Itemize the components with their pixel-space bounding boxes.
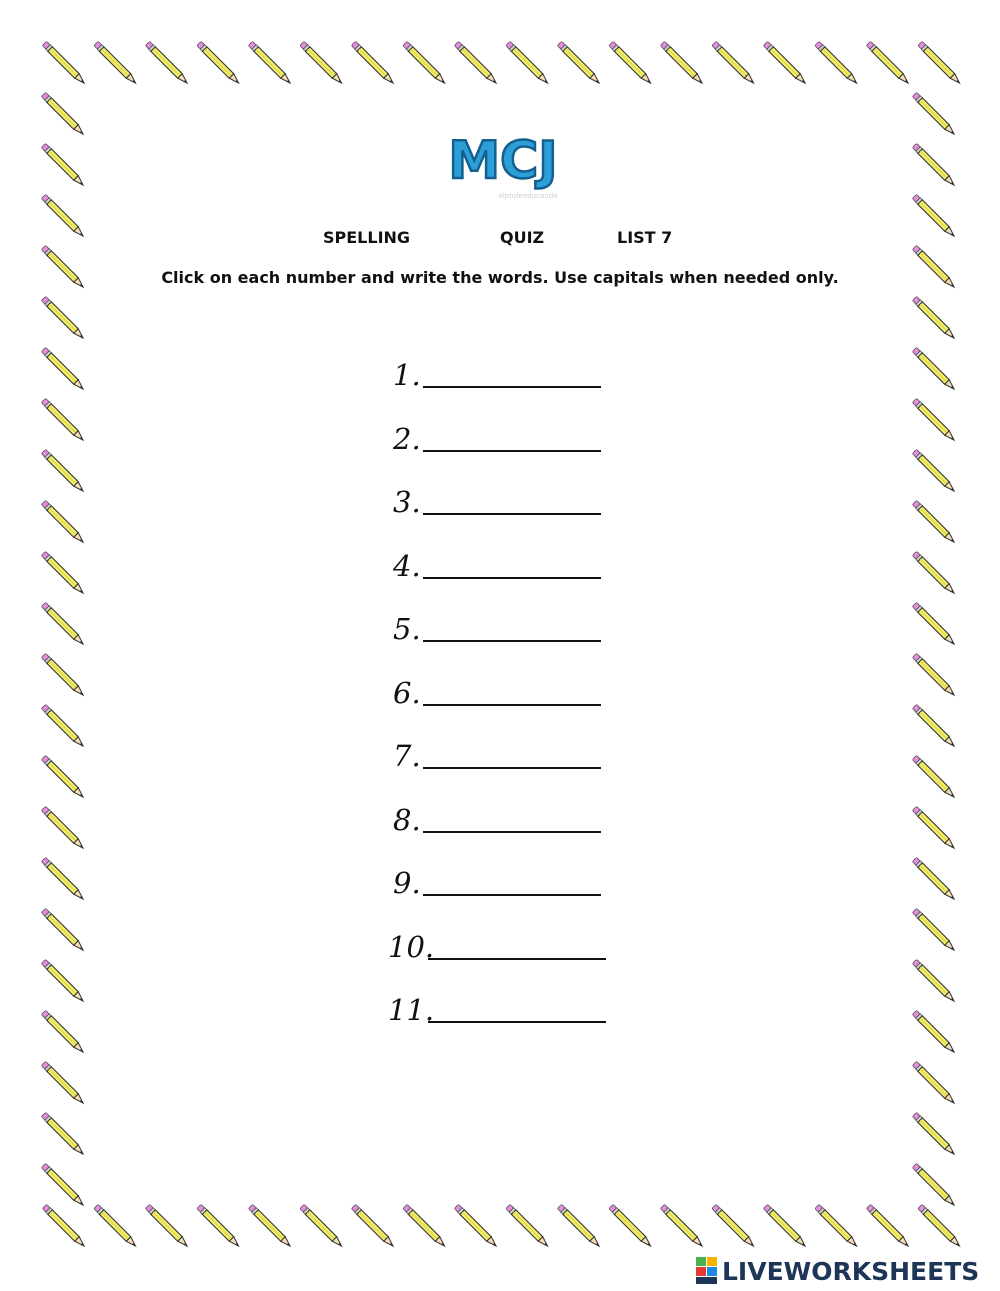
pencil-icon bbox=[557, 1204, 601, 1248]
pencil-icon bbox=[41, 908, 85, 952]
pencil-icon bbox=[197, 1204, 241, 1248]
answer-number[interactable]: 10. bbox=[388, 929, 435, 964]
pencil-icon bbox=[41, 398, 85, 442]
pencil-icon bbox=[41, 347, 85, 391]
answer-item[interactable] bbox=[393, 664, 623, 710]
answer-number[interactable]: 1. bbox=[393, 358, 421, 392]
pencil-icon bbox=[609, 1204, 653, 1248]
pencil-icon bbox=[351, 41, 395, 85]
answer-blank-line[interactable] bbox=[423, 577, 601, 579]
pencil-icon bbox=[763, 1204, 807, 1248]
pencil-icon bbox=[912, 908, 956, 952]
pencil-icon bbox=[300, 1204, 344, 1248]
pencil-icon bbox=[912, 1163, 956, 1207]
answer-item[interactable] bbox=[388, 981, 618, 1027]
pencil-icon bbox=[712, 41, 756, 85]
pencil-icon bbox=[248, 41, 292, 85]
answer-item[interactable] bbox=[393, 600, 623, 646]
pencil-icon bbox=[197, 41, 241, 85]
pencil-icon bbox=[912, 653, 956, 697]
mcj-logo bbox=[378, 120, 628, 205]
answer-blank-line[interactable] bbox=[423, 513, 601, 515]
pencil-icon bbox=[351, 1204, 395, 1248]
answer-item[interactable] bbox=[393, 854, 623, 900]
pencil-icon bbox=[454, 41, 498, 85]
header-quiz: QUIZ bbox=[500, 228, 545, 247]
pencil-icon bbox=[912, 704, 956, 748]
pencil-icon bbox=[763, 41, 807, 85]
answer-number[interactable]: 7. bbox=[393, 739, 421, 773]
pencil-icon bbox=[918, 41, 962, 85]
quiz-header bbox=[0, 228, 1000, 250]
answer-number[interactable]: 6. bbox=[393, 675, 421, 710]
logo-mark-text: MCJ bbox=[448, 131, 558, 191]
pencil-icon bbox=[454, 1204, 498, 1248]
answer-number[interactable]: 5. bbox=[393, 612, 421, 646]
pencil-icon bbox=[912, 755, 956, 799]
pencil-icon bbox=[912, 143, 956, 187]
pencil-icon bbox=[866, 1204, 910, 1248]
pencil-icon bbox=[41, 704, 85, 748]
pencil-icon bbox=[41, 500, 85, 544]
answer-number[interactable]: 9. bbox=[393, 866, 421, 900]
answer-blank-line[interactable] bbox=[423, 386, 601, 388]
pencil-icon bbox=[912, 92, 956, 136]
pencil-icon bbox=[506, 1204, 550, 1248]
instructions: Click on each number and write the words. Use capitals when needed only. bbox=[161, 268, 839, 287]
pencil-icon bbox=[912, 602, 956, 646]
pencil-icon bbox=[660, 1204, 704, 1248]
pencil-icon bbox=[912, 857, 956, 901]
pencil-icon bbox=[557, 41, 601, 85]
answer-blank-line[interactable] bbox=[423, 767, 601, 769]
pencil-icon bbox=[912, 1010, 956, 1054]
liveworksheets-logo-icon bbox=[696, 1257, 718, 1285]
answer-item[interactable] bbox=[393, 537, 623, 583]
answer-number[interactable]: 4. bbox=[393, 548, 421, 583]
pencil-icon bbox=[41, 806, 85, 850]
pencil-icon bbox=[41, 857, 85, 901]
pencil-icon bbox=[609, 41, 653, 85]
answer-item[interactable] bbox=[393, 791, 623, 837]
pencil-icon bbox=[912, 806, 956, 850]
answer-blank-line[interactable] bbox=[423, 640, 601, 642]
pencil-icon bbox=[815, 41, 859, 85]
pencil-icon bbox=[41, 551, 85, 595]
answer-number[interactable]: 11. bbox=[388, 993, 435, 1027]
answer-blank-line[interactable] bbox=[423, 704, 601, 706]
pencil-icon bbox=[912, 1112, 956, 1156]
pencil-icon bbox=[145, 1204, 189, 1248]
pencil-icon bbox=[41, 1112, 85, 1156]
pencil-icon bbox=[41, 602, 85, 646]
answer-number[interactable]: 2. bbox=[393, 421, 421, 456]
pencil-icon bbox=[712, 1204, 756, 1248]
answer-item[interactable] bbox=[393, 410, 623, 456]
answer-blank-line[interactable] bbox=[423, 831, 601, 833]
pencil-icon bbox=[912, 449, 956, 493]
header-spelling: SPELLING bbox=[323, 228, 411, 247]
pencil-icon bbox=[403, 1204, 447, 1248]
pencil-icon bbox=[912, 500, 956, 544]
pencil-icon bbox=[41, 755, 85, 799]
pencil-icon bbox=[912, 551, 956, 595]
pencil-icon bbox=[815, 1204, 859, 1248]
logo-subtext: elprofeeducando bbox=[498, 192, 558, 200]
answer-number[interactable]: 3. bbox=[393, 485, 421, 519]
pencil-icon bbox=[145, 41, 189, 85]
pencil-icon bbox=[41, 1010, 85, 1054]
pencil-icon bbox=[300, 41, 344, 85]
pencil-icon bbox=[41, 1163, 85, 1207]
answer-item[interactable] bbox=[393, 473, 623, 519]
pencil-icon bbox=[41, 959, 85, 1003]
answer-blank-line[interactable] bbox=[428, 958, 606, 960]
pencil-icon bbox=[660, 41, 704, 85]
answer-blank-line[interactable] bbox=[428, 1021, 606, 1023]
pencil-icon bbox=[41, 653, 85, 697]
pencil-icon bbox=[41, 92, 85, 136]
pencil-icon bbox=[42, 1204, 86, 1248]
pencil-icon bbox=[912, 398, 956, 442]
answer-item[interactable] bbox=[393, 346, 623, 392]
pencil-icon bbox=[41, 449, 85, 493]
answer-blank-line[interactable] bbox=[423, 894, 601, 896]
pencil-icon bbox=[248, 1204, 292, 1248]
pencil-icon bbox=[42, 41, 86, 85]
pencil-icon bbox=[41, 143, 85, 187]
answer-item[interactable] bbox=[388, 918, 618, 964]
pencil-icon bbox=[41, 296, 85, 340]
pencil-icon bbox=[912, 347, 956, 391]
pencil-icon bbox=[506, 41, 550, 85]
header-list: LIST 7 bbox=[617, 228, 673, 247]
pencil-icon bbox=[41, 1061, 85, 1105]
liveworksheets-footer bbox=[696, 1254, 979, 1288]
pencil-icon bbox=[912, 296, 956, 340]
answer-blank-line[interactable] bbox=[423, 450, 601, 452]
answer-item[interactable] bbox=[393, 727, 623, 773]
pencil-icon bbox=[94, 41, 138, 85]
answer-number[interactable]: 8. bbox=[393, 802, 421, 837]
pencil-icon bbox=[918, 1204, 962, 1248]
pencil-icon bbox=[912, 959, 956, 1003]
pencil-icon bbox=[94, 1204, 138, 1248]
pencil-icon bbox=[912, 1061, 956, 1105]
pencil-icon bbox=[866, 41, 910, 85]
pencil-icon bbox=[403, 41, 447, 85]
footer-brand: LIVEWORKSHEETS bbox=[722, 1256, 980, 1286]
